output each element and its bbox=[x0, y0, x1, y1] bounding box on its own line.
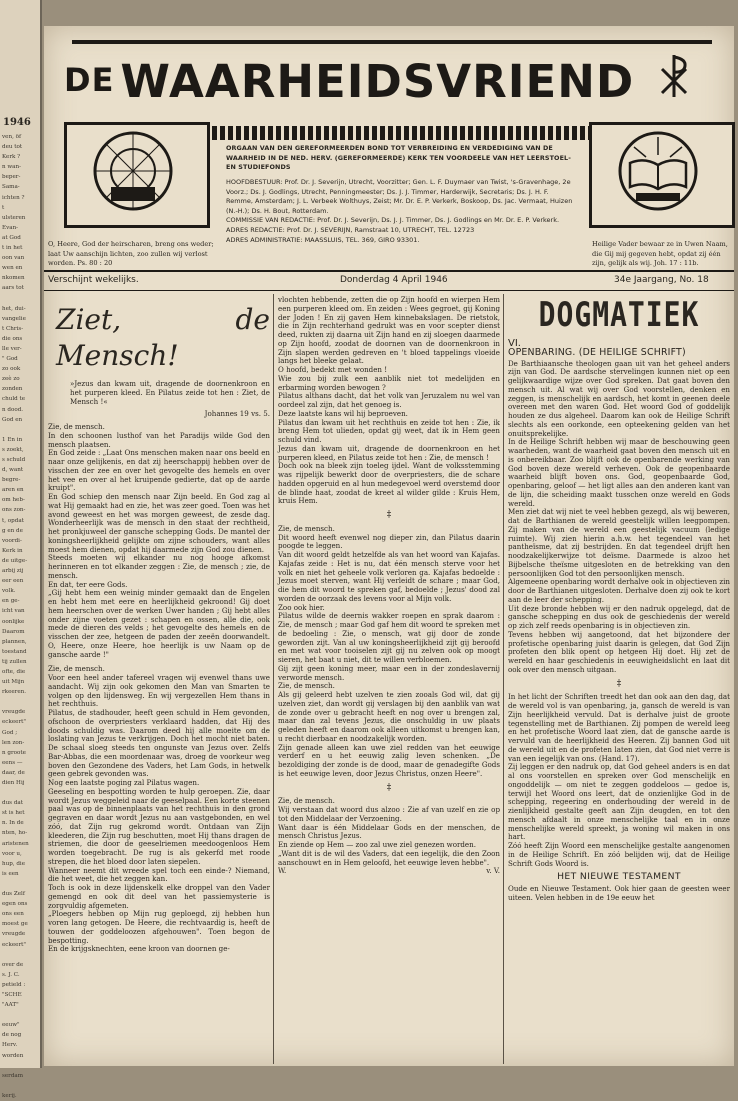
previous-page-line: is een bbox=[2, 870, 19, 877]
previous-page-line: deu tot bbox=[2, 144, 23, 151]
paragraph: Doch ook na bleek zijn toeleg ijdel. Want de volksstemming was rijpelijk bewerkt door de overpriesters, die de schare hadden opgeruid en al hun medegevoel werd overstemd door de blinde haat, zoodat de kreet al wilder gilde : Kruis Hem, kruis Hem. bbox=[278, 461, 500, 506]
previous-page-line bbox=[2, 425, 38, 435]
paragraph: Oude en Nieuwe Testament. Ook hier gaan de geesten weer uiteen. Velen hebben in de 19e eeuw het bbox=[508, 884, 730, 902]
open-book-emblem-icon bbox=[616, 129, 700, 213]
masthead-bottom-rule bbox=[44, 270, 734, 272]
paragraph: Pilatus wilde de deernis wakker roepen en sprak daarom : Zie, de mensch ; maar God gaf hem dit woord te spreken met de bedoeling : Zie, o mensch, wat gij door de zonde geworden zijt. Van al uw koningsheerlijkheid zijt gij beroofd en met wat voor tooiselen zijt gij nu zelven ook op moogt sieren, het baat u niet, dit te willen verbloemen. bbox=[278, 611, 500, 664]
previous-page-line bbox=[2, 950, 38, 960]
previous-page-line: t, opdat bbox=[2, 517, 24, 524]
previous-page-line: eeuw" bbox=[2, 1022, 20, 1029]
board-listing bbox=[226, 178, 576, 245]
newspaper-title bbox=[64, 48, 654, 116]
article-epigraph: »Jezus dan kwam uit, dragende de doornenkroon en het purperen kleed. En Pilatus zeide tot hen : Ziet, de Mensch !« bbox=[70, 379, 270, 406]
previous-page-line: worden bbox=[2, 1052, 24, 1059]
previous-page-line: st is het bbox=[2, 810, 25, 817]
paragraph: Zij leggen er den nadruk op, dat God geheel anders is en dat al ons voorstellen en spreken over God menschelijk en ongoddelijk — om niet te zeggen goddeloos — gedoe is, terwijl het Woord ons leert, dat de onzienlijke God in de schepping, regeering en onderhouding der wereld in de zienlijkheid gestalte geeft aan Zijn deugden, en tot den mensch afdaalt in onze menschelijke taal en in onze menschelijke wereld spreekt, ja woning wil maken in ons hart. bbox=[508, 762, 730, 842]
paragraph: Men ziet dat wij niet te veel hebben gezegd, als wij beweren, dat de Barthianen de wereld geestelijk willen leegpompen. Zij maken van de wereld een geestelijk vacuum (ledige ruimte). Wij zien hierin a.h.w. het tegendeel van het pantheïsme, dat zij bestrijden. En dat tegendeel drijft hen noodzakelijkerwijze tot deïsme. Daarmede is alzoo het Bijbelsche theïsme uitgesloten en de betrekking van den persoonlijken God tot den persoonlijken mensch. bbox=[508, 507, 730, 578]
previous-page-line: Herv. bbox=[2, 1042, 18, 1049]
previous-page-edge bbox=[0, 0, 42, 1099]
title-main: WAARHEIDSVRIEND bbox=[120, 55, 635, 108]
previous-page-line bbox=[2, 879, 38, 889]
previous-page-line: chuld te bbox=[2, 396, 26, 403]
paragraph: O hoofd, bedekt met wonden ! bbox=[278, 365, 388, 374]
previous-page-line: oonlijke bbox=[2, 618, 25, 625]
paragraph: Gij zijt geen koning meer, maar een in der zondeslavernij verworde mensch. bbox=[278, 663, 500, 682]
previous-page-line: Kerk in bbox=[2, 547, 23, 554]
previous-page-line bbox=[2, 697, 38, 707]
masthead-top-rule bbox=[72, 40, 712, 44]
address-editorial: ADRES REDACTIE: Prof. Dr. J. SEVERIJN, Ramstraat 10, UTRECHT, TEL. 12723 bbox=[226, 225, 475, 234]
address-administration: ADRES ADMINISTRATIE: MAASSLUIS, TEL. 369, GIRO 93301. bbox=[226, 235, 420, 244]
previous-page-line: n wan- bbox=[2, 164, 21, 171]
article-body-part-2 bbox=[278, 525, 500, 779]
previous-page-line: n groote bbox=[2, 749, 26, 756]
article-body-continued bbox=[278, 296, 500, 506]
section-separator: ‡ bbox=[386, 510, 392, 520]
paragraph: Zie, de mensch. bbox=[278, 523, 335, 533]
previous-page-line: vreugde bbox=[2, 709, 26, 716]
epigraph-reference: Johannes 19 vs. 5. bbox=[204, 409, 270, 419]
previous-page-line: ons een bbox=[2, 911, 24, 918]
previous-page-year: 1946 bbox=[3, 117, 31, 128]
previous-page-line: toestand bbox=[2, 648, 27, 655]
previous-page-line: ons zon- bbox=[2, 507, 26, 514]
previous-page-line: Sama- bbox=[2, 184, 20, 191]
paragraph: Als gij geleerd hebt uzelven te zien zooals God wil, dat gij uzelven ziet, dan wordt gij verslagen bij den aanblik van wat de zonde over u gebracht heeft en nog over u brengen zal, maar dan zal tevens Jezus, die onschuldig in uw plaats geleden heeft en daarom ook alleen uitkomst u brengen kan, u recht dierbaar en noodzakelijk worden. bbox=[278, 690, 500, 743]
paragraph: Tevens hebben wij aangetoond, dat het bijzondere der profetische openbaring juist daarin is gelegen, dat God Zijn profeten den blik opent op hetgeen Hij doet. Hij zet de wereld en haar geschiedenis in eeuwigheidslicht en laat dit ook over den mensch uitgaan. bbox=[508, 629, 730, 674]
paragraph: vlochten hebbende, zetten die op Zijn hoofd en wierpen Hem een purperen kleed om. En zeiden : Wees gegroet, gij Koning der Joden ! En zij gaven Hem kinnebakslagen. De rietstok, die in Zijn rechterhand gedrukt was en voor scepter dienst deed, rukten zij daarna uit Zijn hand en zij sloegen daarmede op Zijn hoofd, zoodat de doornen van de doornenkroon in Zijn slapen werden gedreven en 't bloed tappelings vloeide langs het bleeke gelaat. bbox=[278, 295, 500, 366]
previous-page-line: " God bbox=[2, 356, 18, 363]
previous-page-line: het, dui- bbox=[2, 305, 26, 312]
paragraph: Steeds moeten wij elkander nu nog hooge afkomst herinneren en tot elkander zeggen : Zie, de mensch ; zie, de mensch. bbox=[48, 553, 270, 580]
paragraph: Want daar is één Middelaar Gods en der menschen, de mensch Christus Jezus. bbox=[278, 822, 500, 841]
previous-page-line bbox=[2, 788, 38, 798]
paragraph: En de krijgsknechten, eene kroon van doornen ge- bbox=[48, 944, 230, 954]
paragraph: Pilatus dan kwam uit het rechthuis en zeide tot hen : Zie, ik breng Hem tot ulieden, opdat gij weet, dat ik in Hem geen schuld vind. bbox=[278, 417, 500, 444]
paragraph: Zie, de mensch. bbox=[278, 681, 335, 691]
previous-page-line: n. In de bbox=[2, 820, 24, 827]
editorial-committee: COMMISSIE VAN REDACTIE: Prof. Dr. J. Severijn, Ds. J. J. Timmer, Ds. J. Godlings en Mr. Dr. E. P. Verkerk. bbox=[226, 216, 560, 225]
previous-page-text bbox=[2, 132, 38, 1101]
previous-page-line: Kerk ? bbox=[2, 154, 21, 161]
paragraph: Zie, de mensch. bbox=[48, 422, 105, 431]
previous-page-line: egen ons bbox=[2, 901, 28, 908]
verse-left: O, Heere, God der heirscharen, breng ons weder; laat Uw aanschijn lichten, zoo zullen wij verlost worden. Ps. 80 : 20 bbox=[48, 240, 214, 268]
previous-page-line: icht van bbox=[2, 608, 25, 615]
previous-page-line: over de bbox=[2, 961, 24, 968]
previous-page-line: voor u, bbox=[2, 850, 22, 857]
previous-page-line bbox=[2, 1010, 38, 1020]
paragraph: Dit woord heeft evenwel nog dieper zin, dan Pilatus daarin poogde te leggen. bbox=[278, 532, 500, 551]
dateline bbox=[44, 274, 734, 288]
paragraph: Zijn genade alleen kan uwe ziel redden van het eeuwige verderf en u het eeuwig zalig leven schenken. „De bezoldiging der zonde is de dood, maar de genadegifte Gods is het eeuwige leven, door Jezus Christus, onzen Heere". bbox=[278, 742, 500, 778]
previous-page-line: tij zullen bbox=[2, 658, 27, 665]
previous-page-line: de nog bbox=[2, 1032, 22, 1039]
paragraph: En ziende op Hem — zoo zal uwe ziel genezen worden. bbox=[278, 840, 476, 849]
previous-page-line: God ; bbox=[2, 729, 18, 736]
article-column-3 bbox=[508, 296, 730, 1066]
previous-page-line: len zon- bbox=[2, 739, 25, 746]
column-heading: DOGMATIEK bbox=[538, 294, 700, 335]
previous-page-line: aars tot bbox=[2, 285, 24, 292]
previous-page-line: "SCHE bbox=[2, 991, 22, 998]
paragraph: Zie, de mensch. bbox=[48, 664, 105, 674]
previous-page-line: dus Zelf bbox=[2, 891, 25, 898]
previous-page-line: "AAT" bbox=[2, 1002, 19, 1009]
paragraph: Uit deze bronde hebben wij er den nadruk opgelegd, dat de gansche schepping en dus ook de geschiedenis der wereld op zich zelf reeds openbaring is in objectieven zin. bbox=[508, 603, 730, 630]
paragraph: Zóó heeft Zijn Woord een menschelijke gestalte aangenomen in de Heilige Schrift. En zóó belijden wij, dat de Heilige Schrift Gods Woord is. bbox=[508, 841, 730, 868]
article-body-part-3 bbox=[278, 797, 500, 867]
dogmatics-body-part-3 bbox=[508, 885, 730, 903]
previous-page-line: vreugde bbox=[2, 931, 26, 938]
paragraph: Toch is ook in deze lijdenskelk elke droppel van den Vader gemengd en ook dit deel van het passiemysterie is zorgvuldig afgemeten. bbox=[48, 883, 270, 910]
previous-page-line: serdam bbox=[2, 1072, 24, 1079]
previous-page-line: Evan- bbox=[2, 224, 19, 231]
paragraph: Zoo ook hier. bbox=[278, 602, 325, 612]
previous-page-line: plannen, bbox=[2, 638, 27, 645]
previous-page-line: aren en bbox=[2, 487, 24, 494]
previous-page-line: wen en bbox=[2, 265, 23, 272]
signature-right: v. V. bbox=[486, 866, 500, 876]
previous-page-line: begre- bbox=[2, 477, 21, 484]
previous-page-line: zeè zo bbox=[2, 376, 20, 383]
previous-page-line: eckeert" bbox=[2, 941, 26, 948]
paragraph: Wie zou bij zulk een aanblik niet tot medelijden en erbarming worden bewogen ? bbox=[278, 373, 500, 392]
front-page bbox=[44, 26, 734, 1066]
subheading: HET NIEUWE TESTAMENT bbox=[557, 871, 681, 883]
previous-page-line: t bbox=[2, 204, 5, 211]
paragraph: Geeseling en bespotting worden te hulp geroepen. Zie, daar wordt Jezus weggeleid naar de geeselpaal. Een korte steenen paal was op de binnenplaats van het rechthuis in den grond gegraven en daar wordt Jezus nu aan vastgebonden, en wel zóó, dat Zijn rug gekromd wordt. Ontdaan van Zijn kleederen, die Zijn rug beschutten, moet Hij thans dragen de striemen, die door de geeselriemen meedoogenloos Hem worden toegebracht. De rug is als gekerfd met roode strepen, die het bloed door laten siepelen. bbox=[48, 786, 270, 866]
paragraph: Algemeene openbaring wordt derhalve ook in objectieven zin door de Barthianen uitgesloten. Derhalve doen zij ook te kort aan de leer der schepping. bbox=[508, 577, 730, 604]
previous-page-line: moest ge bbox=[2, 921, 28, 928]
previous-page-line: lle ver- bbox=[2, 345, 22, 352]
dateline-rule bbox=[44, 290, 734, 291]
previous-page-line: nten, ho- bbox=[2, 830, 28, 837]
title-article: DE bbox=[64, 61, 115, 99]
article-column-2 bbox=[278, 296, 500, 1066]
paragraph: Nog een laatste poging zal Pilatus wagen. bbox=[48, 778, 200, 787]
article-title: Ziet, de Mensch! bbox=[56, 303, 270, 372]
paragraph: In de Heilige Schrift hebben wij maar de beschouwing geen waarheden, want de waarheid gaat boven den mensch uit en is onbereikbaar. Zoo blijft ook de openbarende werking van God boven deze wereld verheven. Ook de geopenbaarde waarheid blijft boven ons. God, geopenbaarde God, openbaring, geloof — het ligt alles aan den anderen kant van de lijn, die scheiding maakt tusschen onze wereld en Gods wereld. bbox=[508, 437, 730, 508]
previous-page-line: eer een bbox=[2, 578, 24, 585]
previous-page-line: vangelie bbox=[2, 315, 26, 322]
previous-page-line: die ons bbox=[2, 335, 23, 342]
previous-page-line: eckeert" bbox=[2, 719, 26, 726]
previous-page-line: dus dat bbox=[2, 800, 23, 807]
previous-page-line: beper- bbox=[2, 174, 21, 181]
previous-page-line bbox=[2, 294, 38, 304]
paragraph: En God schiep den mensch naar Zijn beeld. En God zag al wat Hij gemaakt had en zie, het was zeer goed. Toen was het avond geweest en het was morgen geweest, de zesde dag. Wonderheerlijk was de mensch in den staat der rechtheid, het pronkjuweel der gansche schepping Gods. De mantel der koningsheerlijkheid gelijkte om zijne schouders, want alles moest hem dienen, opdat hij daarmede zijn God zou dienen. bbox=[48, 492, 270, 554]
previous-page-line: s. J. C. bbox=[2, 971, 20, 978]
previous-page-line: God en bbox=[2, 416, 23, 423]
verse-right: Heilige Vader bewaar ze in Uwen Naam, die Gij mij gegeven hebt, opdat zij één zijn, gelijk als wij. Joh. 17 : 11b. bbox=[592, 240, 728, 268]
paragraph: „Ploegers hebben op Mijn rug geploegd, zij hebben hun voren lang getogen. De Heere, die rechtvaardig is, heeft de touwen der goddeloozen afgehouwen". Toen begon de bespotting. bbox=[48, 909, 270, 945]
previous-page-line: zonden bbox=[2, 386, 23, 393]
previous-page-line: oon van bbox=[2, 255, 25, 262]
previous-page-line: at God bbox=[2, 234, 21, 241]
previous-page-line: t Chris- bbox=[2, 325, 24, 332]
previous-page-line: Daarom bbox=[2, 628, 25, 635]
paragraph: Deze laatste kans wil hij beproeven. bbox=[278, 408, 408, 418]
previous-page-line bbox=[2, 1061, 38, 1071]
board-members: HOOFDBESTUUR: Prof. Dr. J. Severijn, Utrecht, Voorzitter; Gen. L. F. Duymaer van Twist, 's-Gravenhage, 2e Voorz.; Ds. J. Godlings, Utrecht, Penningmeester; Ds. J. J. Timmer, Harderwijk, Secretaris; Ds. J. H. F. Remme, Amsterdam; J. L. Verbeek Wolthuys, Zeist; Mr. Dr. E. P. Verkerk, Boskoop, Ds. Jac. Vermaat, Huizen (N.-H.); Ds. H. Bout, Rotterdam. bbox=[226, 178, 573, 215]
masthead-decorative-band bbox=[204, 126, 604, 140]
paragraph: Voor een heel ander tafereel vragen wij evenwel thans uwe aandacht. Wij zijn ook gekomen den Man van Smarten te volgen op den lijdensweg. En wij vergezellen Hem thans in het rechthuis. bbox=[48, 673, 270, 709]
paragraph: Van dit woord geldt hetzelfde als van het woord van Kajafas. Kajafas zeide : Het is nu, dat één mensch sterve voor het volk en niet het geheele volk verloren ga. Kajafas bedoelde : Jezus moet sterven, want Hij verleidt de schare ; maar God, die hem dit woord te spreken gaf, bedoelde ; Jezus' dood zal worden de oorzaak des levens voor al Mijn volk. bbox=[278, 550, 500, 603]
paragraph: In het licht der Schriften treedt het dan ook aan den dag, dat de wereld vol is van openbaring, ja, gansch de wereld is van Zijn heerlijkheid vervuld. Dat is derhalve juist de groote tegenstelling met de Barthianen. Zij pompen de wereld leeg en het profetische Woord laat zien, dat de gansche aarde is vervuld van de heerlijkheid des Heeren. Zij bannen God uit de wereld uit en de profeten laten zien, dat God niet verre is van een iegelijk van ons. (Hand. 17). bbox=[508, 692, 730, 763]
paragraph: Pilatus althans dacht, dat het volk van Jeruzalem nu wel van oordeel zal zijn, dat het genoeg is. bbox=[278, 391, 500, 409]
previous-page-line: n dood. bbox=[2, 406, 24, 413]
previous-page-line: g en de bbox=[2, 527, 23, 534]
previous-page-line: s schuld bbox=[2, 457, 26, 463]
paragraph: Pilatus, de stadhouder, heeft geen schuld in Hem gevonden, ofschoon de overpriesters verklaard hadden, dat Hij des doods schuldig was. Daarom deed hij alle moeite om de loslating van Jezus te verkrijgen. Doch het mocht niet baten. De schaal sloeg steeds ten ongunste van Jezus over. Zelfs Bar-Abbas, die een moordenaar was, droeg de voorkeur weg boven den Gezondene des Vaders, het Lam Gods, in hetwelk geen gebrek gevonden was. bbox=[48, 708, 270, 779]
paragraph: De Barthiaansche theologen gaan uit van het geheel anders zijn van God. De aardsche stervelingen kunnen niet op een gelijkwaardige wijze over God spreken. Dat gaat boven den mensch uit. Al wat wij over God voorstellen, denken en zeggen, is menschelijk en aardsch, het komt in geenen deele overeen met den waren God. Het woord God of goddelijk houden ze dus algeheel. Daarom kan ook de Heilige Schrift slechts als een oorkonde, een opteekening gelden van het onuitsprekelijke. bbox=[508, 358, 730, 438]
paragraph: „Want dit is de wil des Vaders, dat een iegelijk, die den Zoon aanschouwt en in Hem geloofd, het eeuwige leven hebbe". bbox=[278, 848, 500, 867]
sun-globe-emblem-icon bbox=[91, 129, 175, 213]
column-divider bbox=[273, 294, 274, 1064]
paragraph: In den schoonen lusthof van het Paradijs wilde God den mensch plaatsen. bbox=[48, 430, 270, 449]
section-title: OPENBARING. (DE HEILIGE SCHRIFT) bbox=[508, 346, 686, 358]
article-column-1 bbox=[48, 296, 270, 1066]
previous-page-line: eens — bbox=[2, 759, 23, 766]
paragraph: Wanneer neemt dit wreede spel toch een einde-? Niemand, die het weet, die het zeggen kan. bbox=[48, 865, 270, 884]
previous-page-line: en ge- bbox=[2, 598, 20, 605]
previous-page-line: nkomen bbox=[2, 275, 25, 282]
previous-page-line: t in het bbox=[2, 245, 23, 252]
paragraph: En dat, ter eere Gods. bbox=[48, 579, 128, 589]
previous-page-line: 1 En in bbox=[2, 436, 23, 443]
chi-rho-icon bbox=[654, 51, 694, 101]
previous-page-line: kerij. bbox=[2, 1092, 17, 1099]
previous-page-line: uit Mijn bbox=[2, 679, 25, 686]
previous-page-line: om heb- bbox=[2, 497, 25, 504]
article-body bbox=[48, 423, 270, 954]
organisation-statement: ORGAAN VAN DEN GEREFORMEERDEN BOND TOT VERBREIDING EN VERDEDIGING VAN DE WAARHEID IN DE NED. HERV. (GEREFORMEERDE) KERK TEN VOORDEELE VAN HET LEERSTOEL- EN STUDIEFONDS bbox=[226, 144, 571, 171]
previous-page-line: ulsteren bbox=[2, 214, 26, 221]
section-separator: ‡ bbox=[386, 782, 392, 793]
paragraph: „Gij hebt hem een weinig minder gemaakt dan de Engelen en hebt hem met eere en heerlijkheid gekroond! Gij doet hem heerschen over de werken Uwer handen ; Gij hebt alles onder zijne voeten gezet : schapen en ossen, alle die, ook mede de dieren des velds ; het gevogelte des hemels en de visschen der zee, hetgeen de paden der zeeën doorwandelt. O, Heere, onze Heere, hoe heerlijk is uw Naam op de gansche aarde !" bbox=[48, 588, 270, 659]
previous-page-line: ichten ? bbox=[2, 194, 25, 201]
article-signature bbox=[278, 867, 500, 876]
signature-left: W. bbox=[278, 866, 287, 876]
paragraph: Wij verstaan dat woord dus alzoo : Zie af van uzelf en zie op tot den Middelaar der Verzoening. bbox=[278, 805, 500, 823]
previous-page-line bbox=[2, 1081, 38, 1091]
dogmatics-body bbox=[508, 360, 730, 675]
previous-page-line: ofte, die bbox=[2, 668, 26, 675]
previous-page-line: volk. bbox=[2, 588, 16, 595]
masthead-left-panel bbox=[64, 122, 210, 228]
section-separator: ‡ bbox=[616, 678, 622, 689]
previous-page-line: aristenen bbox=[2, 840, 29, 847]
section-number: VI. bbox=[508, 338, 521, 349]
column-divider bbox=[503, 294, 504, 1064]
previous-page-line: petield : bbox=[2, 981, 26, 988]
masthead-right-panel bbox=[589, 122, 735, 228]
previous-page-line: de uitge- bbox=[2, 557, 28, 564]
paragraph: Zie, de mensch. bbox=[278, 796, 335, 806]
previous-page-line: hup, die bbox=[2, 860, 26, 867]
previous-page-line: ven, öf bbox=[2, 134, 22, 140]
previous-page-line: d, want bbox=[2, 467, 24, 474]
paragraph: En God zeide : „Laat Ons menschen maken naar ons beeld en naar onze gelijkenis, en dat zij heerschappij hebben over de visschen der zee en over het gevogelte des hemels en over het vee en over al het kruipende gedierte, dat op de aarde kruipt". bbox=[48, 448, 270, 493]
previous-page-line: zo ook bbox=[2, 366, 21, 373]
previous-page-line: voordi- bbox=[2, 537, 22, 544]
previous-page-line: daar, de bbox=[2, 769, 25, 776]
dogmatics-body-part-2 bbox=[508, 693, 730, 868]
volume-number: 34e Jaargang, No. 18 bbox=[614, 275, 709, 285]
previous-page-line: arbij zij bbox=[2, 568, 24, 575]
publication-frequency: Verschijnt wekelijks. bbox=[48, 275, 139, 285]
paragraph: Jezus dan kwam uit, dragende de doornenkroon en het purperen kleed, en Pilatus zeide tot hen : Zie, de mensch ! bbox=[278, 443, 500, 462]
masthead bbox=[44, 26, 734, 278]
previous-page-line: s zoekt, bbox=[2, 446, 24, 453]
previous-page-line: dien Hij bbox=[2, 780, 25, 786]
previous-page-line: rkeeren. bbox=[2, 689, 27, 696]
issue-date: Donderdag 4 April 1946 bbox=[340, 275, 448, 285]
